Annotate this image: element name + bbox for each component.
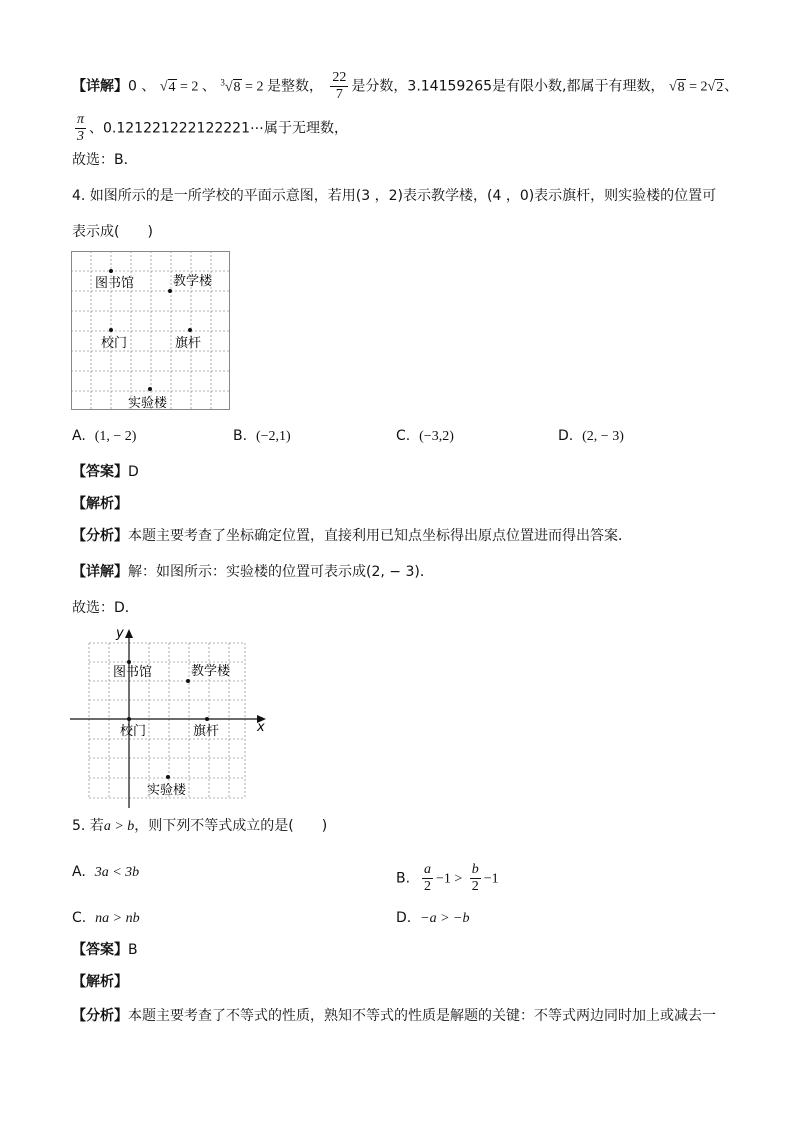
y-axis-label: y	[116, 626, 124, 641]
y-axis-arrow	[125, 629, 133, 638]
gate-point	[109, 328, 113, 332]
fraction-22-7: $\frac{22}{7}$	[332, 70, 347, 102]
label-flagpole: 旗杆	[175, 336, 202, 351]
q5-analysis-tag: 【解析】	[72, 974, 128, 990]
eq-2b: = 2 是整数，	[241, 79, 323, 95]
q4-stem-line2: 表示成( )	[72, 224, 153, 240]
q5-option-a: A. 3a < 3b	[72, 864, 140, 880]
label-gate: 校门	[120, 724, 147, 739]
q3-mid-text: 是分数，3.14159265是有限小数,都属于有理数，	[351, 78, 665, 95]
lab-point	[166, 775, 170, 779]
q5-option-b: B. $\frac{a}{2}$ −1 > $\frac{b}{2}$ −1	[396, 862, 499, 894]
school-map-figure	[71, 251, 233, 413]
q4-option-b: B. (−2,1)	[233, 428, 291, 444]
eq-2a: = 2 、	[176, 79, 216, 95]
zero-text: 0 、	[128, 78, 156, 95]
cbrt-8: $^3$√8	[220, 76, 241, 95]
detail-tag: 【详解】	[72, 78, 128, 95]
library-point	[127, 660, 131, 664]
q5-stem: 5. 若a > b，则下列不等式成立的是( )	[72, 818, 328, 834]
q3-line2-rest: 、0.121221222122221⋯属于无理数，	[89, 120, 348, 137]
q4-option-d: D. (2, − 3)	[558, 428, 624, 444]
q4-answer: 【答案】D	[72, 464, 139, 480]
label-lab: 实验楼	[147, 783, 187, 798]
teaching-point	[168, 289, 172, 293]
q5-option-c: C. na > nb	[72, 910, 140, 926]
q4-option-c: C. (−3,2)	[396, 428, 454, 444]
q4-analysis-tag: 【解析】	[72, 496, 128, 512]
q3-choice: 故选：B．	[72, 152, 138, 168]
q4-stem-line1: 4. 如图所示的是一所学校的平面示意图，若用(3 ，2)表示教学楼，(4 ，0)表示旗杆，则实验楼的位置可	[72, 188, 717, 204]
fraction-pi-3: $\frac{\pi}{3}$	[77, 112, 85, 144]
flagpole-point	[205, 717, 209, 721]
label-teaching: 教学楼	[191, 664, 231, 679]
label-flagpole: 旗杆	[193, 724, 220, 739]
flagpole-point	[188, 328, 192, 332]
q3-line1-end: 、	[724, 78, 739, 95]
sqrt-2: √2	[707, 79, 724, 95]
q5-fenxi: 【分析】本题主要考查了不等式的性质，熟知不等式的性质是解题的关键：不等式两边同时加上或减去一	[72, 1008, 716, 1024]
coordinate-map-figure	[68, 623, 278, 813]
sqrt-4: √4	[159, 79, 176, 95]
label-library: 图书馆	[95, 276, 135, 291]
gate-point	[127, 717, 131, 721]
label-lab: 实验楼	[128, 396, 168, 411]
label-teaching: 教学楼	[173, 274, 213, 289]
sqrt-8: √8	[668, 79, 685, 95]
teaching-point	[186, 679, 190, 683]
q5-answer: 【答案】B	[72, 942, 138, 958]
eq-two: = 2	[685, 79, 708, 95]
q4-fenxi: 【分析】本题主要考查了坐标确定位置，直接利用已知点坐标得出原点位置进而得出答案．	[72, 528, 632, 544]
q3-detail-line2	[72, 112, 348, 145]
x-axis-label: x	[257, 720, 265, 735]
q4-option-a: A. (1, − 2)	[72, 428, 137, 444]
q5-option-d: D. −a > −b	[396, 910, 470, 926]
q4-choice: 故选：D．	[72, 600, 139, 616]
label-gate: 校门	[101, 336, 128, 351]
lab-point	[148, 387, 152, 391]
library-point	[109, 269, 113, 273]
q4-xiangjie: 【详解】解：如图所示：实验楼的位置可表示成(2, − 3)．	[72, 564, 434, 580]
label-library: 图书馆	[113, 665, 153, 680]
q3-detail-line1	[72, 70, 738, 103]
